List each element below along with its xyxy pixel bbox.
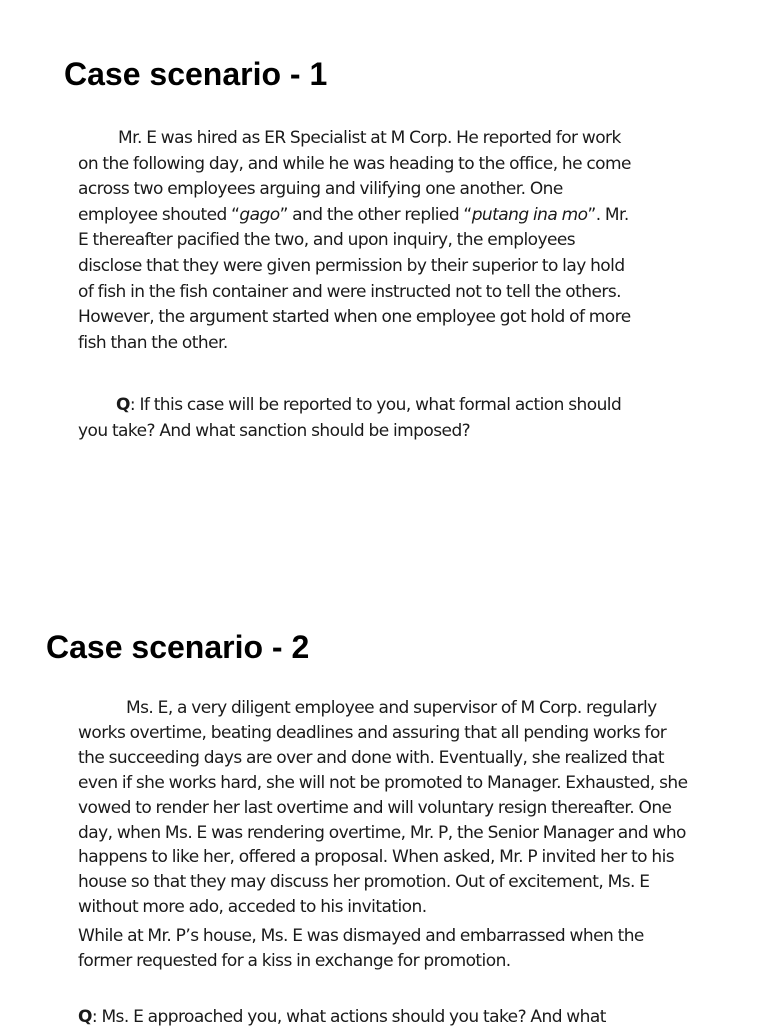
text-line: vowed to render her last overtime and will voluntary resign thereafter. One [78,797,672,818]
case-1-heading: Case scenario - 1 [64,56,328,92]
case-2-narrative [78,696,716,920]
text-run: employee shouted “ [78,204,240,225]
text-line: works overtime, beating deadlines and assuring that all pending works for [78,722,667,743]
text-line: However, the argument started when one employee got hold of more [78,307,631,328]
text-line: on the following day, and while he was heading to the office, he come [78,153,631,174]
case-1-narrative [78,126,690,356]
text-line: without more ado, acceded to his invitation. [78,897,427,918]
question-label: Q [78,1007,92,1027]
text-line: across two employees arguing and vilifying one another. One [78,179,563,200]
question-text: : If this case will be reported to you, what formal action should [129,395,622,415]
case-2-question [78,1005,716,1030]
quoted-term-putang-ina-mo: putang ina mo [471,204,588,225]
question-line [78,393,690,419]
text-line: Mr. E was hired as ER Specialist at M Corp. He reported for work [118,128,621,148]
text-run: ” and the other replied “ [279,204,472,225]
text-run: ”. Mr. [587,204,629,225]
question-line: you take? And what sanction should be imposed? [78,420,471,441]
question-text: : Ms. E approached you, what actions should you take? And what [91,1007,606,1027]
text-line: E thereafter pacified the two, and upon inquiry, the employees [78,230,576,251]
quoted-term-gago: gago [239,204,280,225]
text-line: the succeeding days are over and done with. Eventually, she realized that [78,747,664,768]
text-line: house so that they may discuss her promotion. Out of excitement, Ms. E [78,872,650,893]
text-line: of fish in the fish container and were instructed not to tell the others. [78,281,622,302]
text-line: even if she works hard, she will not be promoted to Manager. Exhausted, she [78,772,688,793]
text-line-with-quotes [78,203,690,229]
text-line: day, when Ms. E was rendering overtime, Mr. P, the Senior Manager and who [78,822,686,843]
text-line: fish than the other. [78,332,228,353]
text-line: While at Mr. P’s house, Ms. E was dismayed and embarrassed when the [78,926,644,946]
text-line: Ms. E, a very diligent employee and supervisor of M Corp. regularly [126,698,657,718]
case-2-narrative-continued [78,924,716,974]
question-label: Q [116,395,130,415]
text-line: happens to like her, offered a proposal. When asked, Mr. P invited her to his [78,847,675,868]
text-line: former requested for a kiss in exchange for promotion. [78,950,511,971]
case-2-heading: Case scenario - 2 [46,629,310,665]
question-line [78,1005,716,1030]
text-line: disclose that they were given permission by their superior to lay hold [78,255,625,276]
case-1-question [78,393,690,444]
